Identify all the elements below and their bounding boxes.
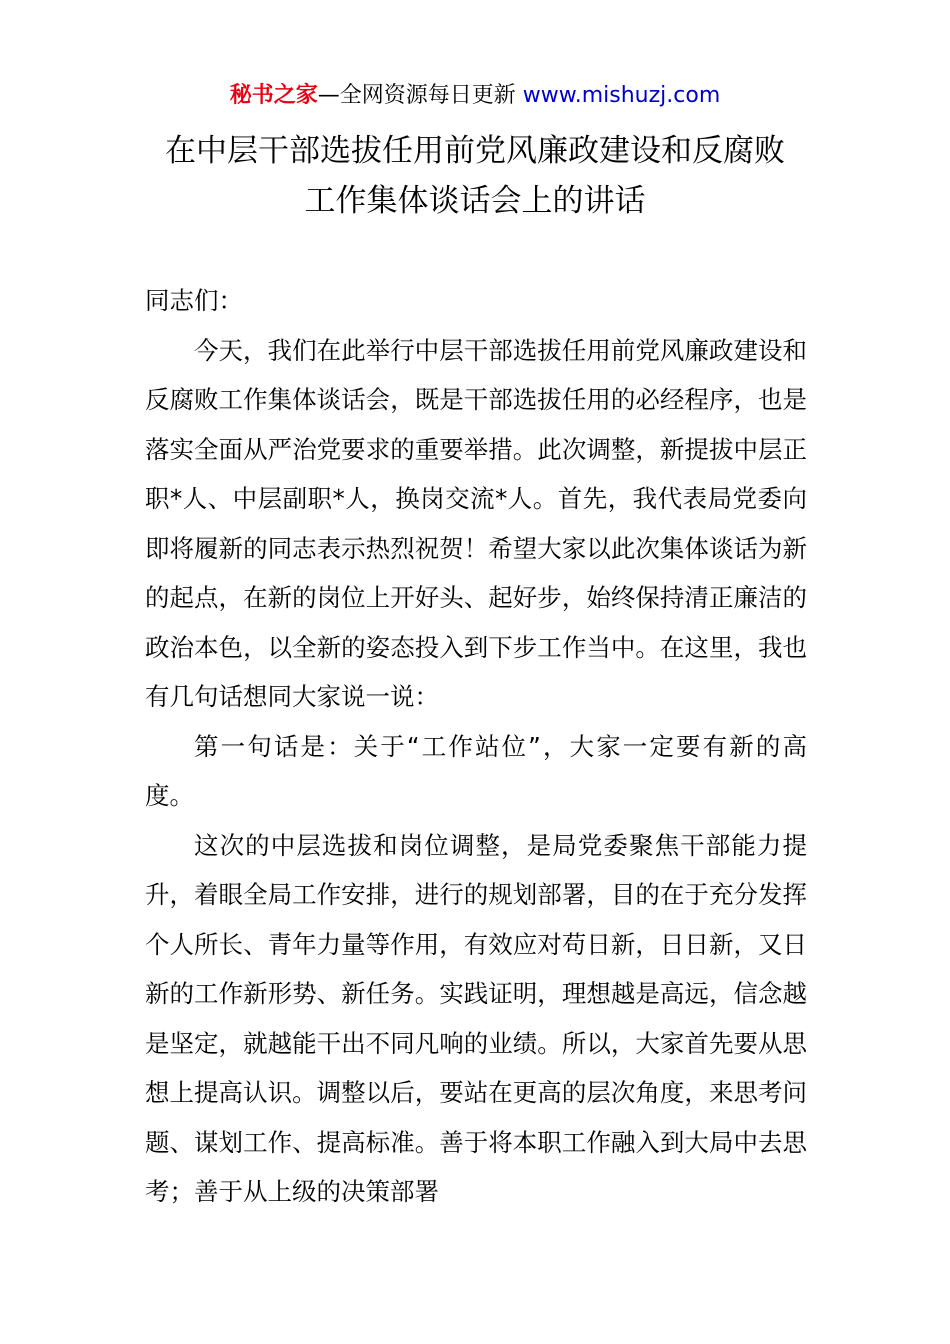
body-paragraph-3: 这次的中层选拔和岗位调整，是局党委聚焦干部能力提升，着眼全局工作安排，进行的规划部署，目的在于充分发挥个人所长、青年力量等作用，有效应对苟日新，日日新，又日新的工作新形势、新任务。实践证明，理想越是高远，信念越是坚定，就越能干出不同凡响的业绩。所以，大家首先要从思想上提高认识。调整以后，要站在更高的层次角度，来思考问题、谋划工作、提高标准。善于将本职工作融入到大局中去思考；善于从上级的决策部署 bbox=[145, 830, 807, 1206]
title-line-2: 工作集体谈话会上的讲话 bbox=[304, 183, 646, 219]
title-line-1: 在中层干部选拔任用前党风廉政建设和反腐败 bbox=[165, 133, 785, 169]
document-body bbox=[145, 276, 807, 1217]
site-url-link[interactable]: www.mishuzj.com bbox=[522, 83, 721, 108]
site-slogan: —全网资源每日更新 bbox=[317, 83, 523, 108]
site-header bbox=[0, 80, 950, 112]
salutation: 同志们： bbox=[145, 286, 243, 315]
body-paragraph-2: 第一句话是：关于“工作站位”，大家一定要有新的高度。 bbox=[145, 731, 807, 810]
body-paragraph-1: 今天，我们在此举行中层干部选拔任用前党风廉政建设和反腐败工作集体谈话会，既是干部选拔任用的必经程序，也是落实全面从严治党要求的重要举措。此次调整，新提拔中层正职*人、中层副职*人，换岗交流*人。首先，我代表局党委向即将履新的同志表示热烈祝贺！希望大家以此次集体谈话为新的起点，在新的岗位上开好头、起好步，始终保持清正廉洁的政治本色，以全新的姿态投入到下步工作当中。在这里，我也有几句话想同大家说一说： bbox=[145, 335, 807, 711]
brand-name: 秘书之家 bbox=[229, 83, 318, 108]
document-title bbox=[0, 126, 950, 226]
